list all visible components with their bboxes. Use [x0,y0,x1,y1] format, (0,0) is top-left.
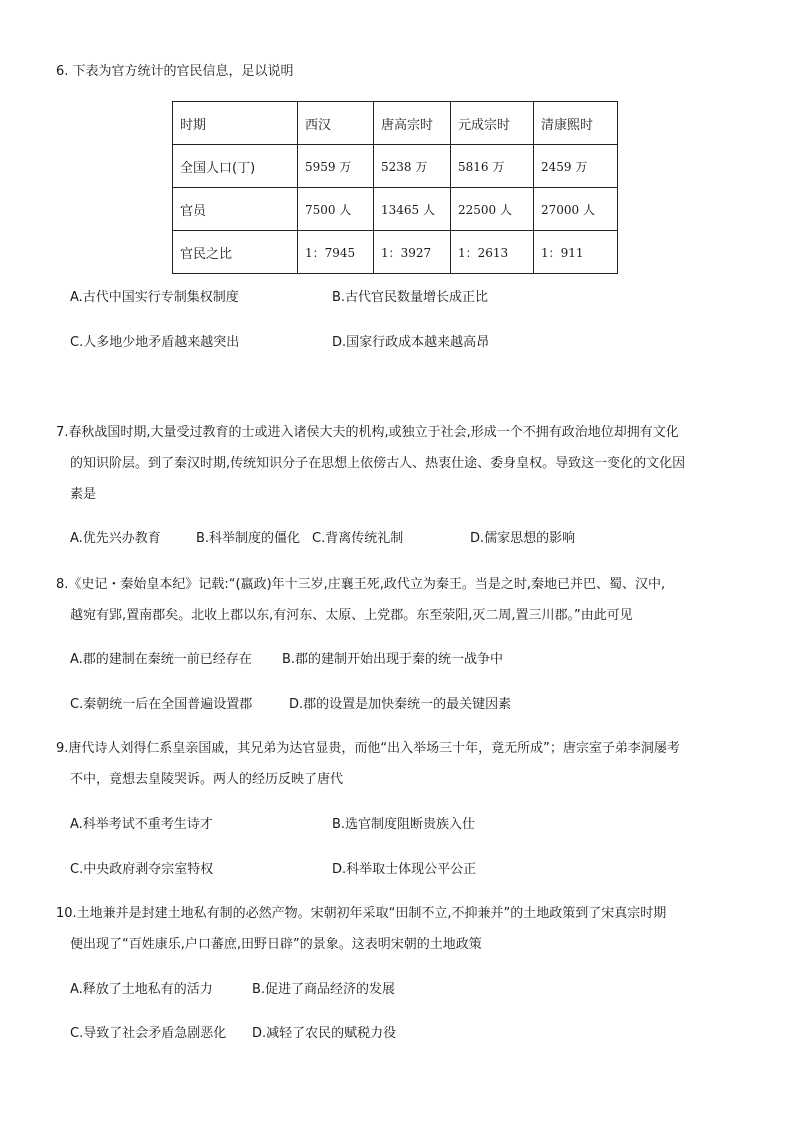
table-cell: 官民之比 [173,231,298,274]
table-cell: 唐高宗时 [374,102,451,145]
q8-option-b: B.郡的建制开始出现于秦的统一战争中 [282,652,504,667]
table-cell: 1：2613 [451,231,534,274]
q7-stem-line: 7.春秋战国时期,大量受过教育的士或进入诸侯大夫的机构,或独立于社会,形成一个不拥有政治地位却拥有文化 [56,425,679,440]
q9-option-b: B.选官制度阻断贵族入仕 [332,817,476,832]
q9-stem-line: 9.唐代诗人刘得仁系皇亲国戚，其兄弟为达官显贵，而他“出入举场三十年，竟无所成”；唐宗室子弟李洞屡考 [56,741,680,756]
table-row [173,102,618,145]
table-cell: 5238 万 [374,145,451,188]
q7-option-d: D.儒家思想的影响 [470,531,576,546]
table-cell: 1：3927 [374,231,451,274]
table-row [173,145,618,188]
q10-option-b: B.促进了商品经济的发展 [252,982,396,997]
table-cell: 7500 人 [298,188,374,231]
q7-option-c: C.背离传统礼制 [312,531,404,546]
q10-option-c: C.导致了社会矛盾急剧恶化 [70,1026,227,1041]
q8-stem-line: 越宛有郢,置南郡矣。北收上郡以东,有河东、太原、上党郡。东至荥阳,灭二周,置三川郡。”由此可见 [70,608,633,623]
officials-population-table [172,101,618,274]
q9-stem-line: 不中，竟想去皇陵哭诉。两人的经历反映了唐代 [70,772,344,787]
q8-option-c: C.秦朝统一后在全国普遍设置郡 [70,697,253,712]
q6-option-d: D.国家行政成本越来越高昂 [332,335,490,350]
q9-option-d: D.科举取士体现公平公正 [332,862,477,877]
q8-stem-line: 8.《史记・秦始皇本纪》记载:“(嬴政)年十三岁,庄襄王死,政代立为秦王。当是之时,秦地已并巴、蜀、汉中, [56,577,666,592]
table-row [173,231,618,274]
table-cell: 西汉 [298,102,374,145]
table-cell: 清康熙时 [534,102,618,145]
table-cell: 官员 [173,188,298,231]
table-cell: 2459 万 [534,145,618,188]
q6-option-a: A.古代中国实行专制集权制度 [70,290,239,305]
table-cell: 5816 万 [451,145,534,188]
q6-option-b: B.古代官民数量增长成正比 [332,290,489,305]
q8-option-d: D.郡的设置是加快秦统一的最关键因素 [289,697,512,712]
table-cell: 1：7945 [298,231,374,274]
table-cell: 全国人口(丁) [173,145,298,188]
q9-option-a: A.科举考试不重考生诗才 [70,817,213,832]
table-cell: 1：911 [534,231,618,274]
table-cell: 元成宗时 [451,102,534,145]
q9-option-c: C.中央政府剥夺宗室特权 [70,862,214,877]
q10-stem-line: 10.土地兼并是封建土地私有制的必然产物。宋朝初年采取“田制不立,不抑兼并”的土地政策到了宋真宗时期 [56,906,667,921]
q7-stem-line: 素是 [70,487,97,502]
q7-option-b: B.科举制度的僵化 [196,531,301,546]
table-cell: 22500 人 [451,188,534,231]
table-cell: 13465 人 [374,188,451,231]
table-cell: 27000 人 [534,188,618,231]
table-cell: 时期 [173,102,298,145]
q10-option-a: A.释放了土地私有的活力 [70,982,213,997]
q8-option-a: A.郡的建制在秦统一前已经存在 [70,652,252,667]
q6-stem: 6. 下表为官方统计的官民信息，足以说明 [56,64,294,79]
table-row [173,188,618,231]
table-cell: 5959 万 [298,145,374,188]
q10-stem-line: 便出现了“百姓康乐,户口蕃庶,田野日辟”的景象。这表明宋朝的土地政策 [70,937,482,952]
q7-option-a: A.优先兴办教育 [70,531,161,546]
q10-option-d: D.减轻了农民的赋税力役 [252,1026,397,1041]
q7-stem-line: 的知识阶层。到了秦汉时期,传统知识分子在思想上依傍古人、热衷仕途、委身皇权。导致这一变化的文化因 [70,456,686,471]
q6-option-c: C.人多地少地矛盾越来越突出 [70,335,240,350]
